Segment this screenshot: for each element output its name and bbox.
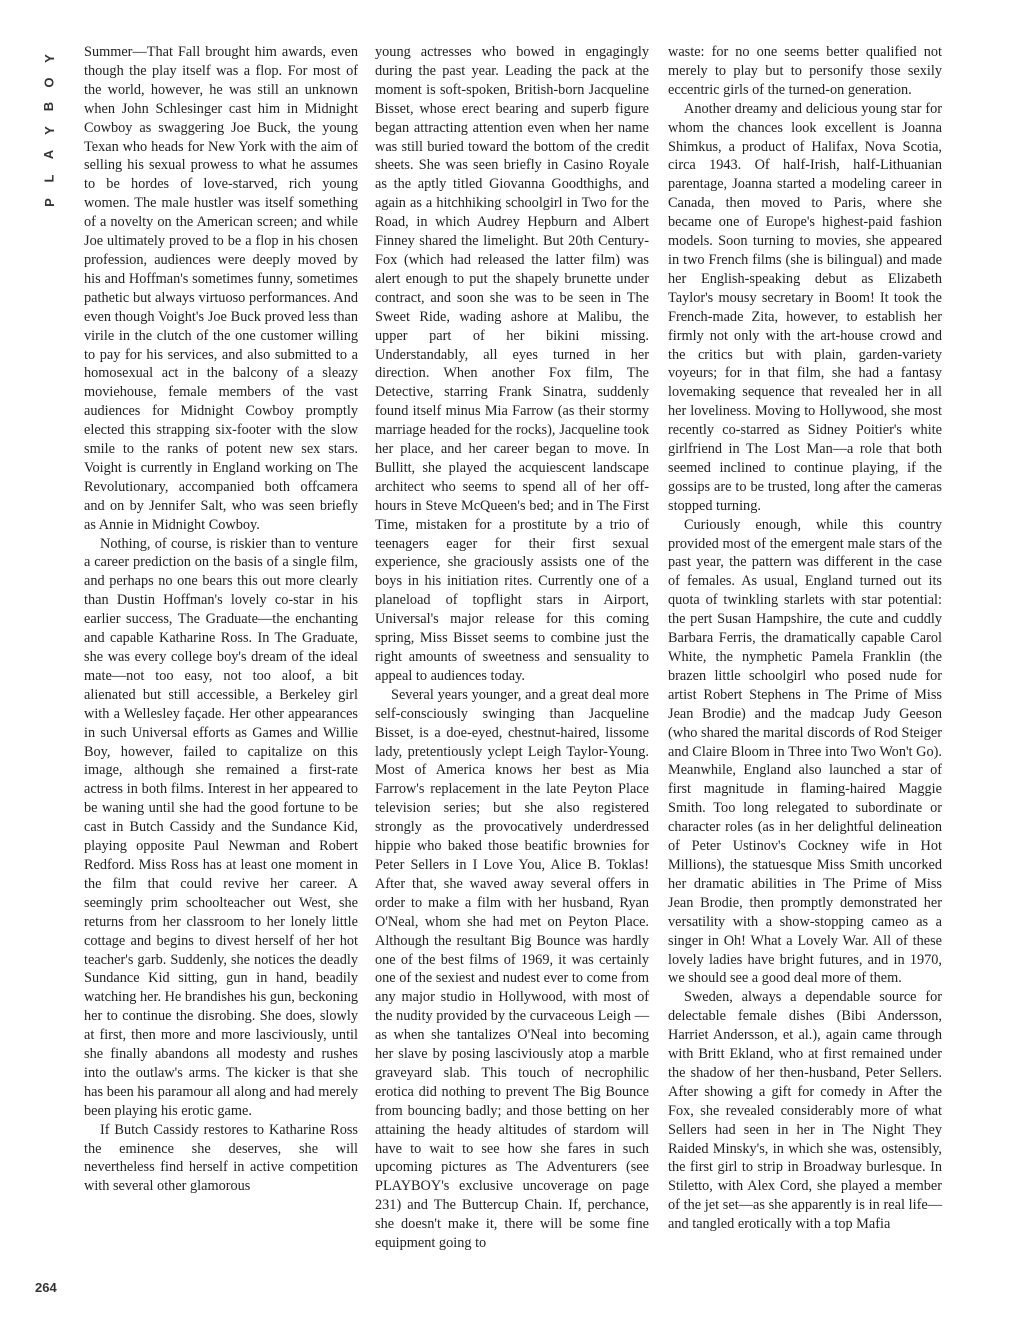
article-column-3 [668, 43, 942, 1234]
page-number: 264 [35, 1280, 57, 1295]
masthead-letter: O [41, 77, 57, 88]
paragraph: young actresses who bowed in engagingly during the past year. Leading the pack at the moment is soft-spoken, British-born Jacqueline Bisset, whose erect bearing and superb figure began attracting attention even when her name was still buried toward the bottom of the credit sheets. She was seen briefly in Casino Royale as the aptly titled Giovanna Goodthighs, and again as a hitchhiking schoolgirl in Two for the Road, in which Audrey Hepburn and Albert Finney shared the limelight. But 20th Century-Fox (which had released the latter film) was alert enough to put the shapely brunette under contract, and soon she was to be seen in The Sweet Ride, wading ashore at Malibu, the upper part of her bikini missing. Understandably, all eyes turned in her direction. When another Fox film, The Detective, starring Frank Sinatra, suddenly found itself minus Mia Farrow (as their stormy marriage headed for the rocks), Jacqueline took her place, and her career began to move. In Bullitt, she played the acquiescent landscape architect who seems to spend all of her off-hours in Steve McQueen's bed; and in The First Time, mistaken for a prostitute by a trio of teenagers eager for their first sexual experience, she graciously assists one of the boys in his initiation rites. Currently one of a planeload of topflight stars in Airport, Universal's major release for this coming spring, Miss Bisset seems to combine just the right amounts of sweetness and sensuality to appeal to audiences today. [375, 44, 649, 684]
magazine-title-vertical [35, 52, 63, 209]
masthead-letter: Y [41, 54, 57, 63]
paragraph: Another dreamy and delicious young star for whom the chances look excellent is Joanna Shimkus, a product of Halifax, Nova Scotia, circa 1943. Of half-Irish, half-Lithuanian parentage, Joanna started a modeling career in Canada, then moved to Paris, where she became one of Europe's highest-paid fashion models. Soon turning to movies, she appeared in two French films (she is bilingual) and made her English-speaking debut as Elizabeth Taylor's mousy secretary in Boom! It took the French-made Zita, however, to establish her firmly not only with the art-house crowd and the critics but with plain, garden-variety voyeurs; for in that film, she had a fantasy lovemaking sequence that revealed her in all her loveliness. Moving to Hollywood, she most recently co-starred as Sidney Poitier's white girlfriend in The Lost Man—a role that both seemed inclined to continue playing, if the gossips are to be trusted, long after the cameras stopped turning. [668, 100, 942, 514]
masthead-letter: P [41, 198, 57, 207]
paragraph: waste: for no one seems better qualified not merely to play but to personify those sexily eccentric girls of the turned-on generation. [668, 44, 942, 98]
masthead-letter: A [41, 149, 57, 160]
paragraph: Sweden, always a dependable source for delectable female dishes (Bibi Andersson, Harriet Andersson, et al.), again came through with Britt Ekland, who at first remained under the shadow of her then-husband, Peter Sellers. After showing a gift for comedy in After the Fox, she revealed considerably more of what Sellers had seen in her in The Night They Raided Minsky's, in which she was, ostensibly, the first girl to strip in Broadway burlesque. In Stiletto, with Alex Cord, she played a member of the jet set—as she apparently is in real life—and tangled erotically with a top Mafia [668, 989, 942, 1233]
paragraph: Nothing, of course, is riskier than to venture a career prediction on the basis of a single film, and perhaps no one bears this out more clearly than Dustin Hoffman's lovely co-star in his earlier success, The Graduate—the enchanting and capable Katharine Ross. In The Graduate, she was every college boy's dream of the ideal mate—not too easy, not too aloof, a bit alienated but still accessible, a Berkeley girl with a Wellesley façade. Her other appearances in such Universal efforts as Games and Willie Boy, however, failed to capitalize on this image, although she remained a first-rate actress in both films. Interest in her appeared to be waning until she had the good fortune to be cast in Butch Cassidy and the Sundance Kid, playing opposite Paul Newman and Robert Redford. Miss Ross has at least one moment in the film that could revive her career. A seemingly prim schoolteacher out West, she returns from her classroom to her lonely little cottage and begins to divest herself of her hot teacher's garb. Suddenly, she notices the deadly Sundance Kid sitting, gun in hand, beadily watching her. He brandishes his gun, beckoning her to continue the disrobing. She does, slowly at first, then more and more lasciviously, until she finally abandons all modesty and rushes into the outlaw's arms. The kicker is that she has been his paramour all along and had merely been playing his erotic game. [84, 535, 358, 1119]
article-column-1 [84, 43, 358, 1196]
paragraph: Curiously enough, while this country provided most of the emergent male stars of the past year, the pattern was different in the case of females. As usual, England turned out its quota of twinkling starlets with star potential: the pert Susan Hampshire, the cute and cuddly Barbara Ferris, the dramatically capable Carol White, the nymphetic Pamela Franklin (the brazen little schoolgirl who posed nude for artist Robert Stephens in The Prime of Miss Jean Brodie) and the madcap Judy Geeson (who shared the marital discords of Rod Steiger and Claire Bloom in Three into Two Won't Go). Meanwhile, England also launched a star of first magnitude in flaming-haired Maggie Smith. Too long relegated to subordinate or character roles (as in her delightful delineation of Peter Ustinov's Cockney wife in Hot Millions), the statuesque Miss Smith uncorked her dramatic abilities in The Prime of Miss Jean Brodie, then promptly demonstrated her versatility with a show-stopping cameo as a singer in Oh! What a Lovely War. All of these lovely ladies have bright futures, and in 1970, we should see a good deal more of them. [668, 516, 942, 987]
paragraph: If Butch Cassidy restores to Katharine Ross the eminence she deserves, she will nevertheless find herself in active competition with several other glamorous [84, 1121, 358, 1195]
article-column-2 [375, 43, 649, 1253]
paragraph: Several years younger, and a great deal more self-consciously swinging than Jacqueline Bisset, is a doe-eyed, chestnut-haired, lissome lady, pretentiously yclept Leigh Taylor-Young. Most of America knows her best as Mia Farrow's replacement in the late Peyton Place television series; but she also registered strongly as the provocatively underdressed hippie who baked those beatific brownies for Peter Sellers in I Love You, Alice B. Toklas! After that, she waved away several offers in order to make a film with her husband, Ryan O'Neal, whom she had met on Peyton Place. Although the resultant Big Bounce was hardly one of the best films of 1969, it was certainly one of the sexiest and nudest ever to come from any major studio in Hollywood, with most of the nudity provided by the curvaceous Leigh —as when she tantalizes O'Neal into becoming her slave by posing lasciviously atop a marble graveyard slab. This touch of necrophilic erotica did nothing to prevent The Big Bounce from bouncing badly; and those betting on her attaining the heady altitudes of stardom will have to wait to see how she fares in such upcoming pictures as The Adventurers (see PLAYBOY's exclusive uncoverage on page 231) and The Buttercup Chain. If, perchance, she doesn't make it, there will be some fine equipment going to [375, 686, 649, 1252]
paragraph: Summer—That Fall brought him awards, even though the play itself was a flop. For most of the world, however, he was still an unknown when John Schlesinger cast him in Midnight Cowboy as swaggering Joe Buck, the young Texan who heads for New York with the aim of selling his sexual prowess to what he assumes to be hordes of love-starved, rich young women. The male hustler was itself something of a novelty on the American screen; and while Joe ultimately proved to be a flop in his chosen profession, audiences were deeply moved by his and Hoffman's sometimes funny, sometimes pathetic but always virtuoso performances. And even though Voight's Joe Buck proved less than virile in the clutch of the one customer willing to pay for his services, and also submitted to a homosexual act in the balcony of a sleazy moviehouse, female members of the vast audiences for Midnight Cowboy promptly elected this strapping six-footer with the slow smile to the ranks of potent new sex stars. Voight is currently in England working on The Revolutionary, accompanied both offcamera and on by Jennifer Salt, who was seen briefly as Annie in Midnight Cowboy. [84, 44, 358, 533]
masthead-letter: Y [41, 126, 57, 135]
masthead-letter: B [41, 101, 57, 112]
masthead-letter: L [41, 174, 57, 183]
